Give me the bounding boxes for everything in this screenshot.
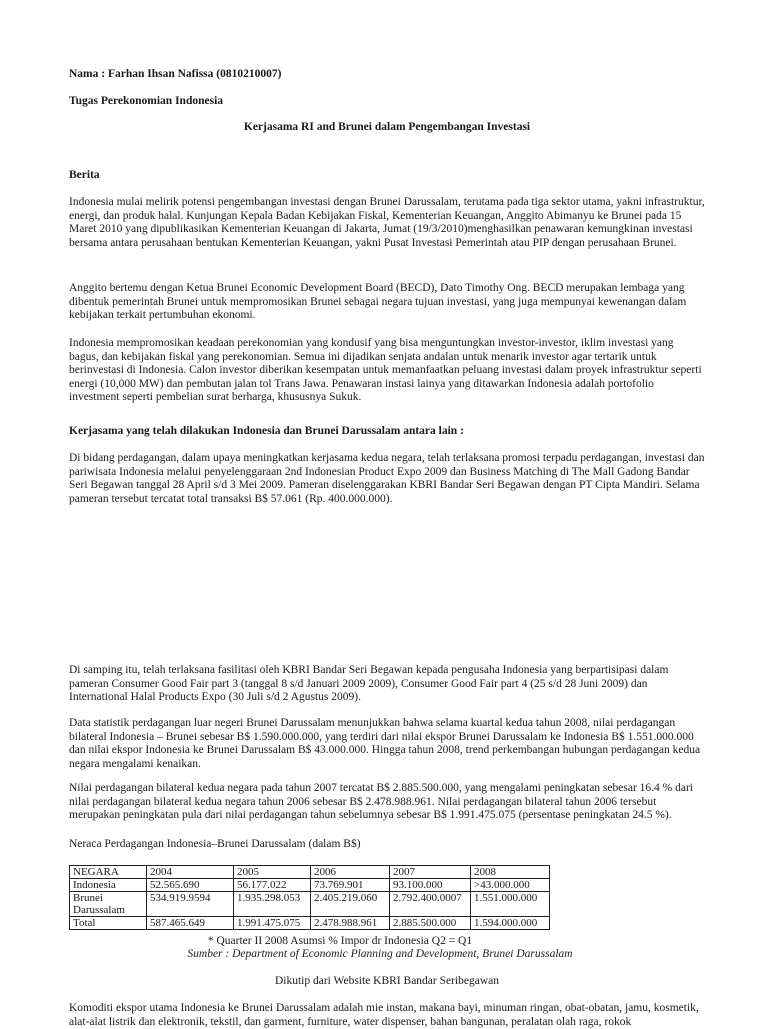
- table-cell: Total: [70, 917, 147, 930]
- paragraph-kerjasama-1: Di bidang perdagangan, dalam upaya meningkatkan kerjasama kedua negara, telah terlaksana promosi terpadu perdagangan, investasi dan pariwisata Indonesia melalui penyelenggaraan 2nd Indonesian Product Expo 2009 dan Business Matching di The Mall Gadong Bandar Seri Begawan tanggal 28 April s/d 3 Mei 2009. Pameran diselenggarakan KBRI Bandar Seri Begawan dengan PT Cipta Mandiri. Selama pameran tersebut tercatat total transaksi B$ 57.061 (Rp. 400.000.000).: [69, 452, 705, 505]
- table-cell: 2.478.988.961: [311, 917, 390, 930]
- source-website-note: Dikutip dari Website KBRI Bandar Seribegawan: [274, 975, 500, 987]
- table-header-cell: 2004: [147, 866, 234, 879]
- table-cell: 52.565.690: [147, 879, 234, 892]
- paragraph-kerjasama-2: Di samping itu, telah terlaksana fasilitasi oleh KBRI Bandar Seri Begawan kepada pengusaha Indonesia yang berpartisipasi dalam pameran Consumer Good Fair part 3 (tanggal 8 s/d Januari 2009 2009), Consumer Good Fair part 4 (25 s/d 28 Juni 2009) dan International Halal Products Expo (30 Juli s/d 2 Agustus 2009).: [69, 664, 669, 703]
- table-row: [70, 879, 550, 892]
- table-cell: >43.000.000: [471, 879, 550, 892]
- paragraph-komoditi: Komoditi ekspor utama Indonesia ke Brunei Darussalam adalah mie instan, makana bayi, minuman ringan, obat-obatan, jamu, kosmetik, alat-alat listrik dan elektronik, tekstil, dan garment, furniture, water dispenser, bahan bangunan, peralatan olah raga, rokok: [69, 1002, 699, 1028]
- table-row: [70, 917, 550, 930]
- table-header-row: [70, 866, 550, 879]
- table-cell: 2.405.219.060: [311, 892, 390, 917]
- table-source: Sumber : Department of Economic Planning and Development, Brunei Darussalam: [187, 948, 573, 960]
- table-cell: 587.465.649: [147, 917, 234, 930]
- paragraph-kerjasama-4: Nilai perdagangan bilateral kedua negara pada tahun 2007 tercatat B$ 2.885.500.000, yang mengalami peningkatan sebesar 16.4 % dari nilai perdagangan bilateral kedua negara tahun 2006 sebesar B$ 2.478.988.961. Nilai perdagangan bilateral tahun 2006 tersebut merupakan peningkatan pula dari nilai perdagangan tahun sebelumnya sebesar B$ 1.991.475.075 (persentase peningkatan 24.5 %).: [69, 782, 693, 821]
- assignment-line: Tugas Perekonomian Indonesia: [69, 95, 224, 107]
- section-heading-kerjasama: Kerjasama yang telah dilakukan Indonesia dan Brunei Darussalam antara lain :: [69, 425, 464, 437]
- paragraph-kerjasama-3: Data statistik perdagangan luar negeri Brunei Darussalam menunjukkan bahwa selama kuartal kedua tahun 2008, nilai perdagangan bilateral Indonesia – Brunei sebesar B$ 1.590.000.000, yang terdiri dari nilai ekspor Brunei Darussalam ke Indonesia B$ 1.551.000.000 dan nilai ekspor Indonesia ke Brunei Darussalam B$ 43.000.000. Hingga tahun 2008, trend perkembangan hubungan perdagangan kedua negara mengalami kenaikan.: [69, 717, 701, 770]
- table-row: [70, 892, 550, 917]
- table-header-cell: 2008: [471, 866, 550, 879]
- table-cell: 1.551.000.000: [471, 892, 550, 917]
- trade-balance-table: [69, 865, 550, 930]
- paragraph-berita-2: Anggito bertemu dengan Ketua Brunei Economic Development Board (BECD), Dato Timothy Ong. BECD merupakan lembaga yang dibentuk pemerintah Brunei untuk mempromosikan Brunei sebagai negara tujuan investasi, yang juga mempunyai kewenangan dalam kebijakan terkait pertumbuhan ekonomi.: [69, 282, 687, 321]
- table-cell: 1.935.298.053: [234, 892, 311, 917]
- table-cell: Brunei Darussalam: [70, 892, 147, 917]
- section-heading-berita: Berita: [69, 169, 100, 181]
- table-cell: 2.792.400.0007: [390, 892, 471, 917]
- table-cell: 534.919.9594: [147, 892, 234, 917]
- paragraph-berita-1: Indonesia mulai melirik potensi pengembangan investasi dengan Brunei Darussalam, terutama pada tiga sektor utama, yakni infrastruktur, energi, dan produk halal. Kunjungan Kepala Badan Kebijakan Fiskal, Kementerian Keuangan, Anggito Abimanyu ke Brunei pada 15 Maret 2010 yang dipublikasikan Kementerian Keuangan di Jakarta, Jumat (19/3/2010)menghasilkan penawaran kemungkinan investasi bersama antara perusahaan bentukan Kementerian Keuangan, yakni Pusat Investasi Pemerintah atau PIP dengan perusahaan Brunei.: [69, 196, 705, 249]
- table-cell: 1.991.475.075: [234, 917, 311, 930]
- table-header-cell: NEGARA: [70, 866, 147, 879]
- student-name: Nama : Farhan Ihsan Nafissa (0810210007): [69, 68, 282, 80]
- paragraph-berita-3: Indonesia mempromosikan keadaan perekonomian yang kondusif yang bisa menguntungkan investor-investor, iklim investasi yang bagus, dan kebijakan fiskal yang perekonomian. Semua ini dijadikan senjata andalan untuk menarik investor agar tertarik untuk berinvestasi di Indonesia. Calon investor diberikan kesempatan untuk memanfaatkan peluang investasi dalam proyek infrastruktur seperti energi (10,000 MW) dan pembutan jalan tol Trans Jawa. Penawaran instasi lainya yang ditawarkan Indonesia adalah portofolio investment seperti pembelian surat berharga, khususnya Sukuk.: [69, 337, 702, 403]
- table-header-cell: 2007: [390, 866, 471, 879]
- table-cell: 56.177.022: [234, 879, 311, 892]
- table-header-cell: 2006: [311, 866, 390, 879]
- document-title: Kerjasama RI and Brunei dalam Pengembangan Investasi: [243, 121, 531, 133]
- table-cell: 73.769.901: [311, 879, 390, 892]
- table-note: * Quarter II 2008 Asumsi % Impor dr Indonesia Q2 = Q1: [207, 935, 473, 947]
- table-caption: Neraca Perdagangan Indonesia–Brunei Darussalam (dalam B$): [69, 838, 361, 850]
- table-header-cell: 2005: [234, 866, 311, 879]
- table-cell: 2.885.500.000: [390, 917, 471, 930]
- table-cell: 1.594.000.000: [471, 917, 550, 930]
- table-cell: 93.100.000: [390, 879, 471, 892]
- table-cell: Indonesia: [70, 879, 147, 892]
